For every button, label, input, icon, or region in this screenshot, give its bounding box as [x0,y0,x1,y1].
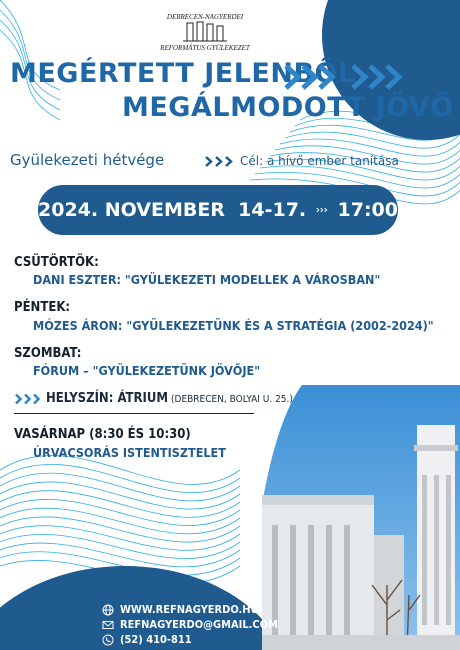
mail-icon [102,619,114,631]
church-photo [262,385,460,650]
chevrons-icon [14,393,44,405]
schedule-talk: FÓRUM – "GYÜLEKEZETÜNK JÖVŐJE" [33,363,261,378]
title-line-2: MEGÁLMODOTT JÖVŐ [122,92,454,123]
schedule-day: SZOMBAT: [14,346,82,361]
event-time: 17:00 [337,199,398,221]
email-link[interactable]: REFNAGYERDO@GMAIL.COM [120,618,278,631]
schedule-day: PÉNTEK: [14,300,71,315]
date-banner [38,185,398,235]
logo-top-text: DEBRECEN-NAGYERDEI [166,13,244,21]
double-chevron-icon [283,62,413,92]
globe-icon [102,604,114,616]
event-name: Gyülekezeti hétvége [10,151,165,169]
phone-icon [102,634,114,646]
divider [14,413,254,414]
logo-bottom-text: REFORMÁTUS GYÜLEKEZET [160,44,250,52]
chevrons-icon [204,155,238,168]
phone-number[interactable]: (52) 410-811 [120,633,192,646]
title-line-1: MEGÉRTETT JELENBŐL [10,58,356,89]
event-goal: Cél: a hívő ember tanítása [240,154,399,168]
website-link[interactable]: WWW.REFNAGYERDO.HU [120,603,259,616]
venue-label: HELYSZÍN: ÁTRIUM [46,391,168,406]
event-date: 2024. NOVEMBER 14-17. [38,199,307,221]
schedule-talk: DANI ESZTER: "GYÜLEKEZETI MODELLEK A VÁROSBAN" [33,272,381,287]
sunday-service: ÚRVACSORÁS ISTENTISZTELET [33,445,226,460]
chevrons-icon [316,203,329,217]
venue-address: (DEBRECEN, BOLYAI U. 25.) [171,394,293,405]
schedule-talk: MÓZES ÁRON: "GYÜLEKEZETÜNK ÉS A STRATÉGIA (2002-2024)" [33,318,434,333]
schedule-day: CSÜTÖRTÖK: [14,255,99,270]
sunday-title: VASÁRNAP (8:30 ÉS 10:30) [14,427,191,442]
church-logo [155,8,255,54]
